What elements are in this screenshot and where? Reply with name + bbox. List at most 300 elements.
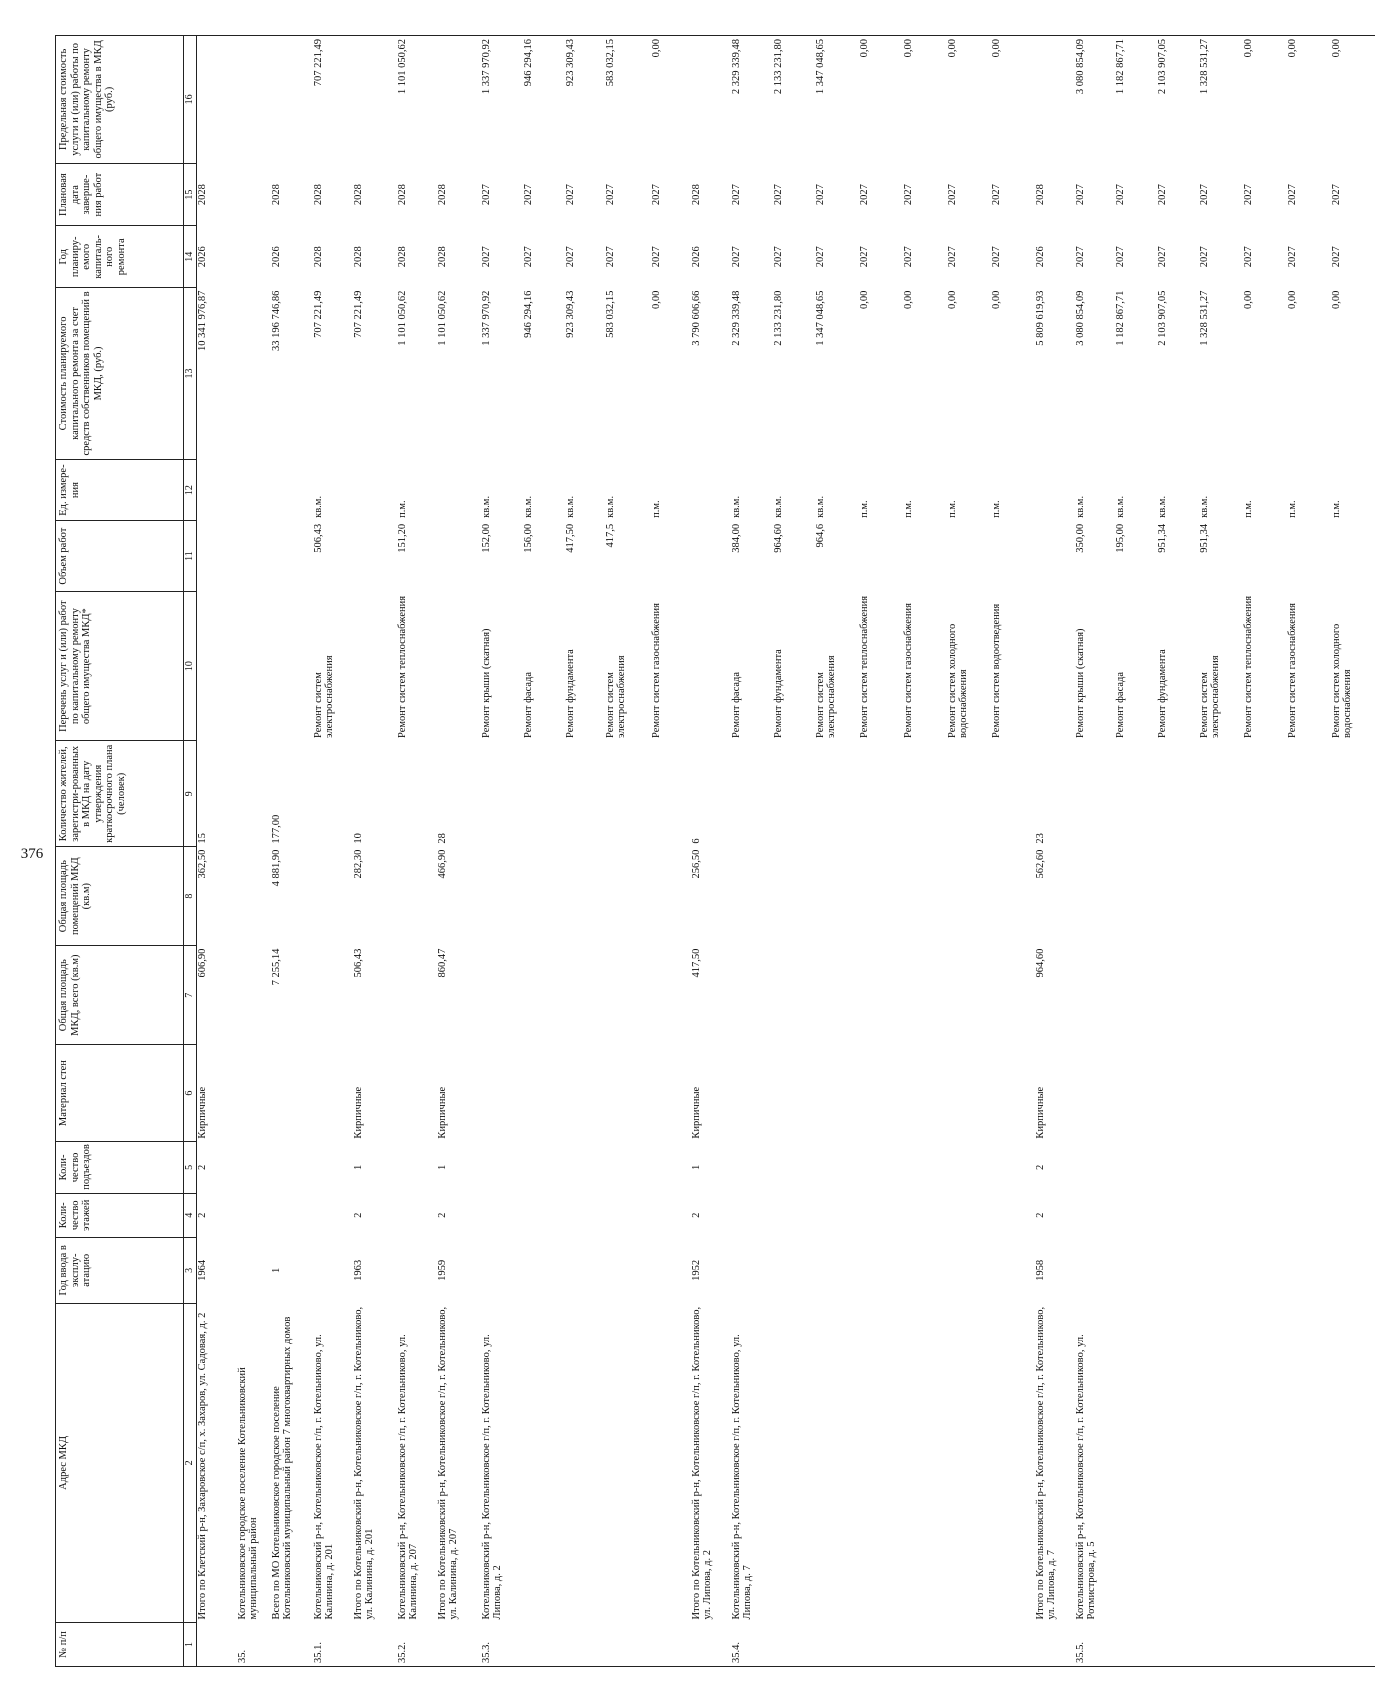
table-cell (691, 1622, 731, 1666)
table-cell: 350,00 (1074, 523, 1086, 553)
table-cell: 2027 (858, 246, 870, 268)
table-cell (1035, 591, 1075, 741)
table-cell: 2 (352, 1212, 364, 1218)
table-cell (523, 946, 565, 1045)
table-cell (271, 591, 313, 741)
header-cell: Общая площадь МКД, всего (кв.м) (56, 946, 184, 1045)
table-row (947, 36, 991, 1667)
table-cell (1199, 1193, 1243, 1237)
table-cell (1075, 946, 1115, 1045)
table-cell (605, 847, 651, 946)
table-cell (1331, 946, 1375, 1045)
table-row (397, 36, 437, 1667)
table-cell: 384,00 (730, 523, 742, 553)
table-cell: 2 (1034, 1212, 1046, 1218)
table-cell (353, 36, 397, 164)
table-cell: 2027 (522, 184, 534, 206)
column-number: 8 (184, 847, 197, 946)
table-cell (1331, 1142, 1375, 1194)
table-cell: Ремонт систем теплоснабжения (858, 595, 870, 738)
table-cell (1287, 521, 1331, 591)
table-row (859, 36, 903, 1667)
table-row (565, 36, 605, 1667)
table-cell (565, 1193, 605, 1237)
table-cell: 2027 (1156, 184, 1168, 206)
table-cell: 23 (1034, 833, 1046, 844)
table-cell (523, 1193, 565, 1237)
table-cell: 1 347 048,65 (815, 36, 859, 164)
table-cell: 951,34 (1198, 523, 1210, 553)
table-cell (523, 1142, 565, 1194)
table-cell (903, 1193, 947, 1237)
table-cell (1035, 521, 1075, 591)
table-cell: 362,50 (197, 849, 208, 879)
table-cell (271, 1045, 313, 1142)
table-cell: 7 255,14 (270, 948, 282, 986)
table-cell: 256,50 (690, 849, 702, 879)
table-cell (1287, 1303, 1331, 1622)
table-cell: 151,20 (396, 523, 408, 553)
table-cell (947, 847, 991, 946)
table-cell: 3 080 854,09 (1074, 290, 1086, 346)
table-cell (991, 1237, 1035, 1303)
table-cell: 2 133 231,80 (773, 36, 815, 164)
table-cell: кв.м. (604, 495, 616, 518)
table-cell (991, 1622, 1035, 1666)
table-cell (271, 1193, 313, 1237)
table-cell (1199, 1622, 1243, 1666)
table-cell: 35.4. (731, 1622, 773, 1666)
table-cell (1157, 946, 1199, 1045)
table-cell (1287, 1142, 1331, 1194)
table-cell: Ремонт систем электроснабжения (814, 655, 838, 738)
table-cell (271, 1622, 313, 1666)
table-cell (237, 226, 271, 288)
table-cell: 1 182 867,71 (1115, 36, 1157, 164)
table-cell (859, 1303, 903, 1622)
table-cell (859, 1193, 903, 1237)
rotated-table-container (55, 35, 1354, 1667)
header-cell: Год ввода в эксплу-атацию (56, 1237, 184, 1303)
table-cell: 964,6 (814, 523, 826, 548)
table-cell: 195,00 (1114, 523, 1126, 553)
table-cell: п.м. (946, 500, 958, 518)
page-number: 376 (20, 846, 44, 862)
table-cell: 2 (690, 1212, 702, 1218)
column-number: 12 (184, 459, 197, 521)
table-cell (947, 521, 991, 591)
table-cell: 0,00 (990, 290, 1002, 309)
table-cell (437, 591, 481, 741)
table-cell: 2028 (1034, 184, 1046, 206)
table-cell (1287, 741, 1331, 847)
table-cell (565, 946, 605, 1045)
table-cell (313, 1237, 353, 1303)
table-cell (605, 946, 651, 1045)
table-cell: кв.м. (1198, 495, 1210, 518)
table-cell (353, 591, 397, 741)
table-cell (397, 1237, 437, 1303)
table-cell (947, 1622, 991, 1666)
table-cell: 2 (436, 1212, 448, 1218)
table-cell (353, 521, 397, 591)
table-cell: 1 101 050,62 (396, 290, 408, 346)
column-number: 15 (184, 163, 197, 226)
table-cell (1331, 1622, 1375, 1666)
table-cell: 2027 (564, 246, 576, 268)
table-cell: 6 (690, 838, 702, 844)
table-cell (1199, 847, 1243, 946)
column-number: 7 (184, 946, 197, 1045)
table-cell: Ремонт фасада (522, 671, 534, 738)
header-cell: Материал стен (56, 1045, 184, 1142)
table-cell (1331, 847, 1375, 946)
table-cell (1287, 1045, 1331, 1142)
table-cell (1199, 741, 1243, 847)
table-cell (481, 1142, 523, 1194)
table-cell: 0,00 (946, 290, 958, 309)
table-cell: 2028 (312, 184, 324, 206)
table-cell: Кирпичные (1034, 1086, 1046, 1139)
table-cell (651, 847, 691, 946)
table-cell (1075, 741, 1115, 847)
table-cell (1199, 946, 1243, 1045)
table-cell (991, 847, 1035, 946)
table-row (313, 36, 353, 1667)
table-cell (1331, 1303, 1375, 1622)
table-cell (815, 1142, 859, 1194)
table-cell (991, 741, 1035, 847)
table-cell (651, 521, 691, 591)
table-cell: 2028 (690, 184, 702, 206)
table-cell: 2027 (650, 184, 662, 206)
table-cell (1243, 1142, 1287, 1194)
table-cell (773, 1237, 815, 1303)
table-cell: Ремонт систем электроснабжения (604, 655, 628, 738)
table-cell (947, 1193, 991, 1237)
table-cell: 0,00 (1243, 36, 1287, 164)
table-cell (1331, 1237, 1375, 1303)
mkd-repair-plan-table (55, 35, 1375, 1667)
table-cell: 1 337 970,92 (481, 36, 523, 164)
table-cell (313, 847, 353, 946)
table-cell (237, 591, 271, 741)
table-cell: 2028 (396, 246, 408, 268)
table-cell: 156,00 (522, 523, 534, 553)
table-cell: 5 809 619,93 (1034, 290, 1046, 346)
table-cell: 2027 (1198, 184, 1210, 206)
table-cell (523, 741, 565, 847)
table-cell: Котельниковский р-н, Котельниковское г/п, г. Котельниково, ул. Ротмистрова, д. 5 (1074, 1334, 1098, 1620)
table-cell: 1958 (1034, 1259, 1046, 1281)
table-cell: 2027 (1198, 246, 1210, 268)
table-cell (1243, 1045, 1287, 1142)
table-cell (605, 1237, 651, 1303)
table-cell (565, 1237, 605, 1303)
table-cell (903, 1142, 947, 1194)
table-cell (271, 1142, 313, 1194)
table-cell (815, 847, 859, 946)
table-cell (237, 847, 271, 946)
table-cell (605, 1045, 651, 1142)
table-cell (947, 741, 991, 847)
table-cell (773, 741, 815, 847)
table-cell (731, 1193, 773, 1237)
table-cell: 2028 (197, 184, 208, 206)
table-cell: 2027 (730, 184, 742, 206)
table-cell: п.м. (1242, 500, 1254, 518)
table-cell (1199, 1303, 1243, 1622)
table-cell (1243, 1237, 1287, 1303)
table-cell (1243, 1622, 1287, 1666)
table-cell (859, 741, 903, 847)
table-cell: 2027 (990, 246, 1002, 268)
table-cell (237, 36, 271, 164)
table-cell: 282,30 (352, 849, 364, 879)
table-cell (1035, 1622, 1075, 1666)
table-cell (731, 1237, 773, 1303)
table-cell (437, 36, 481, 164)
table-cell (481, 1193, 523, 1237)
table-header-row (56, 36, 184, 1667)
table-cell: 2 329 339,48 (731, 36, 773, 164)
column-number: 14 (184, 226, 197, 288)
table-cell: п.м. (650, 500, 662, 518)
table-cell: 15 (197, 833, 208, 844)
table-cell: 1 328 531,27 (1198, 290, 1210, 346)
header-cell: Количество жителей, зарегистри-рованных в МКД на дату утверждения краткосрочного плана (человек) (56, 741, 184, 847)
table-cell (1115, 1045, 1157, 1142)
table-cell: 583 032,15 (604, 290, 616, 338)
table-cell: 2 103 907,05 (1156, 290, 1168, 346)
table-cell (651, 1045, 691, 1142)
table-cell (815, 741, 859, 847)
header-cell: Адрес МКД (56, 1303, 184, 1622)
table-cell (691, 36, 731, 164)
table-cell (947, 1045, 991, 1142)
table-cell: 0,00 (859, 36, 903, 164)
table-cell (523, 1303, 565, 1622)
table-cell (1243, 847, 1287, 946)
table-cell: 3 080 854,09 (1075, 36, 1115, 164)
column-number: 9 (184, 741, 197, 847)
table-cell (731, 1142, 773, 1194)
table-cell (991, 1045, 1035, 1142)
table-cell (437, 1622, 481, 1666)
table-cell (1115, 1142, 1157, 1194)
table-cell (903, 1237, 947, 1303)
table-cell: 2027 (1074, 184, 1086, 206)
table-cell: 0,00 (1331, 36, 1375, 164)
table-cell: 946 294,16 (523, 36, 565, 164)
table-cell (237, 741, 271, 847)
table-cell: 2 329 339,48 (730, 290, 742, 346)
table-cell (651, 1237, 691, 1303)
table-cell: Ремонт систем электроснабжения (312, 655, 336, 738)
table-cell: 2027 (1330, 246, 1342, 268)
table-cell: 35.2. (397, 1622, 437, 1666)
table-cell (565, 1303, 605, 1622)
table-row (991, 36, 1035, 1667)
table-cell: Ремонт систем водоотведения (990, 603, 1002, 738)
table-cell (731, 847, 773, 946)
table-cell (1331, 1045, 1375, 1142)
table-cell: 0,00 (1286, 290, 1298, 309)
table-cell (991, 1142, 1035, 1194)
table-cell (565, 741, 605, 847)
table-cell (815, 946, 859, 1045)
table-cell (523, 1237, 565, 1303)
table-cell: 2 133 231,80 (772, 290, 784, 346)
table-cell: 2027 (1156, 246, 1168, 268)
table-cell (1035, 36, 1075, 164)
table-cell: 2026 (690, 246, 702, 268)
table-cell: Итого по Котельниковский р-н, Котельниковское г/п, г. Котельниково, ул. Липова, д. 2 (690, 1306, 714, 1620)
table-cell (773, 1142, 815, 1194)
table-cell (859, 847, 903, 946)
table-cell: Ремонт систем газоснабжения (902, 603, 914, 738)
column-number-row (184, 36, 197, 1667)
header-cell: Ед. измере-ния (56, 459, 184, 521)
table-cell: 2026 (270, 246, 282, 268)
table-cell (1157, 1193, 1199, 1237)
table-cell (237, 1142, 271, 1194)
table-cell (397, 741, 437, 847)
table-cell: 2027 (730, 246, 742, 268)
table-row (237, 36, 271, 1667)
table-cell (397, 946, 437, 1045)
table-cell (437, 521, 481, 591)
table-cell: 2028 (312, 246, 324, 268)
table-cell (991, 521, 1035, 591)
header-cell: Предельная стоимость услуги и (или) работы по капитальному ремонту общего имущества в МКД (руб.) (56, 36, 184, 164)
table-cell (651, 946, 691, 1045)
table-cell (313, 946, 353, 1045)
header-cell: Общая площадь помещений МКД (кв.м) (56, 847, 184, 946)
table-cell (397, 1193, 437, 1237)
table-cell (859, 1045, 903, 1142)
header-cell: № п/п (56, 1622, 184, 1666)
table-cell (691, 521, 731, 591)
table-cell: п.м. (858, 500, 870, 518)
table-cell (481, 1045, 523, 1142)
table-cell (313, 1142, 353, 1194)
table-cell: 2028 (352, 246, 364, 268)
table-cell: 1 (690, 1164, 702, 1171)
table-body (197, 36, 1375, 1667)
table-cell (773, 847, 815, 946)
table-cell (947, 1303, 991, 1622)
table-cell: 2027 (858, 184, 870, 206)
table-cell: 2027 (650, 246, 662, 268)
table-row (1287, 36, 1331, 1667)
table-cell: кв.м. (312, 495, 324, 518)
table-cell: 2026 (197, 246, 208, 268)
table-cell (773, 1193, 815, 1237)
table-cell (1115, 946, 1157, 1045)
table-cell (313, 741, 353, 847)
header-cell: Перечень услуг и (или) работ по капитальному ремонту общего имущества МКД* (56, 591, 184, 741)
table-row (605, 36, 651, 1667)
table-cell: 2027 (1242, 246, 1254, 268)
table-cell: 1952 (690, 1259, 702, 1281)
table-cell: 2027 (1286, 246, 1298, 268)
table-cell (947, 1237, 991, 1303)
table-cell: 606,90 (197, 948, 208, 978)
table-cell: Ремонт систем холодного водоснабжения (1330, 623, 1354, 738)
column-number: 6 (184, 1045, 197, 1142)
table-row (1075, 36, 1115, 1667)
table-cell: 2027 (1114, 246, 1126, 268)
table-cell (731, 946, 773, 1045)
table-cell: 0,00 (947, 36, 991, 164)
table-cell: 2028 (270, 184, 282, 206)
table-cell (481, 741, 523, 847)
table-cell: Итого по Котельниковский р-н, Котельниковское г/п, г. Котельниково, ул. Калинина, д. 201 (352, 1306, 376, 1620)
table-cell: 1959 (436, 1259, 448, 1281)
table-cell: 2027 (1074, 246, 1086, 268)
table-row (903, 36, 947, 1667)
table-cell (605, 1303, 651, 1622)
table-cell: 0,00 (858, 290, 870, 309)
header-cell: Стоимость планируемого капитального ремонта за счет средств собственников помещений в МКД, (руб.) (56, 288, 184, 460)
table-cell: 2 (1034, 1164, 1046, 1171)
table-cell (523, 1045, 565, 1142)
table-cell (1287, 847, 1331, 946)
table-cell: п.м. (1286, 500, 1298, 518)
table-cell (1287, 1622, 1331, 1666)
header-cell: Объем работ (56, 521, 184, 591)
table-cell: Кирпичные (436, 1086, 448, 1139)
table-cell (237, 163, 271, 226)
table-cell: 1 347 048,65 (814, 290, 826, 346)
table-cell: 964,60 (772, 523, 784, 553)
table-cell: Ремонт фундамента (564, 649, 576, 738)
table-cell (353, 459, 397, 521)
table-cell: кв.м. (730, 495, 742, 518)
table-cell: 1 337 970,92 (480, 290, 492, 346)
table-cell: 35.3. (481, 1622, 523, 1666)
table-cell (773, 1045, 815, 1142)
table-cell (1157, 847, 1199, 946)
table-cell: 1 182 867,71 (1114, 290, 1126, 346)
table-cell: 583 032,15 (605, 36, 651, 164)
table-cell (859, 521, 903, 591)
column-number: 1 (184, 1622, 197, 1666)
table-cell (523, 847, 565, 946)
table-cell: п.м. (990, 500, 1002, 518)
column-number: 13 (184, 288, 197, 460)
table-cell (523, 1622, 565, 1666)
table-cell (481, 1237, 523, 1303)
table-row (651, 36, 691, 1667)
table-cell: Ремонт крыши (скатная) (480, 628, 492, 738)
table-cell (815, 1045, 859, 1142)
table-cell (651, 1622, 691, 1666)
table-cell: Ремонт систем газоснабжения (1286, 603, 1298, 738)
table-row (1243, 36, 1287, 1667)
column-number: 2 (184, 1303, 197, 1622)
table-cell: 2027 (1242, 184, 1254, 206)
table-cell: 0,00 (903, 36, 947, 164)
table-cell: 2027 (1330, 184, 1342, 206)
table-cell (1331, 521, 1375, 591)
table-cell: 3 790 606,66 (690, 290, 702, 346)
table-cell: 0,00 (1287, 36, 1331, 164)
column-number: 16 (184, 36, 197, 164)
table-cell (773, 1303, 815, 1622)
table-cell: 2027 (522, 246, 534, 268)
